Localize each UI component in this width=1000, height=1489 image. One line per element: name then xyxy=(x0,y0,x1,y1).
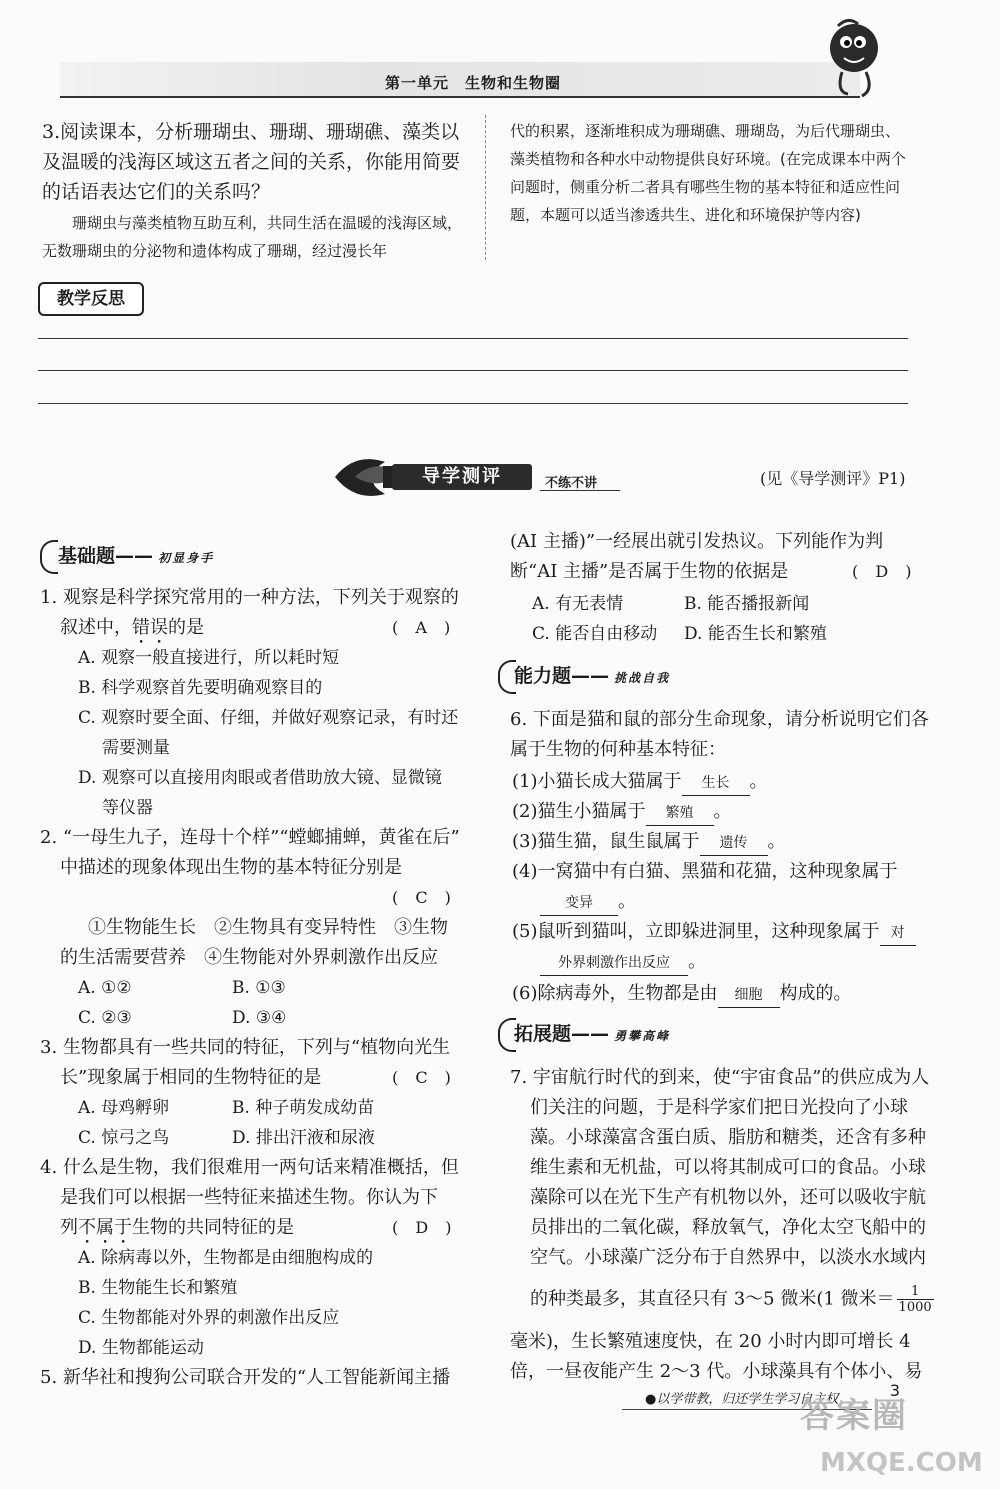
q3-option-b: B. 种子萌发成幼苗 xyxy=(232,1098,375,1118)
q6-part-5-answer: 外界刺激作出反应 xyxy=(540,951,688,976)
q2-items-line1: ①生物能生长 ②生物具有变异特性 ③生物 xyxy=(88,917,448,938)
section-extend-subtitle: 勇攀高峰 xyxy=(614,1029,671,1043)
q6-part-5 xyxy=(512,917,916,947)
q7-line-9: 毫米)，生长繁殖速度快，在 20 小时内即可增长 4 xyxy=(510,1331,911,1352)
banner-underline xyxy=(540,490,620,491)
footer-slogan: ●以学带教，归还学生学习自主权 xyxy=(645,1392,839,1407)
q6-part-1-answer: 生长 xyxy=(682,771,750,796)
q6-part-1-text: (1)小猫长成大猫属于 xyxy=(512,771,682,792)
q4-stem3-emphasis: 不属于 xyxy=(78,1217,132,1238)
q6-part-6-text: (6)除病毒外，生物都是由 xyxy=(512,983,718,1004)
q2-option-d: D. ③④ xyxy=(232,1008,287,1028)
section-ability-header xyxy=(514,661,670,688)
q6-part-2 xyxy=(512,797,732,827)
banner-subtitle: 不练不讲 xyxy=(545,476,598,491)
q5-option-c: C. 能否自由移动 xyxy=(532,624,658,644)
q3-option-c: C. 惊弓之鸟 xyxy=(78,1128,170,1148)
q5-option-a: A. 有无表情 xyxy=(532,594,624,614)
q1-stem2-tail: 的是 xyxy=(168,617,204,638)
section-ability-subtitle: 挑战自我 xyxy=(614,671,671,685)
section-basic-subtitle: 初显身手 xyxy=(158,551,215,565)
q1-stem2: 叙述中， xyxy=(60,617,132,638)
q4-option-d: D. 生物都能运动 xyxy=(78,1338,204,1358)
q1-option-b: B. 科学观察首先要明确观察目的 xyxy=(78,678,323,698)
q7-line-4: 维生素和无机盐，可以将其制成可口的食品。小球 xyxy=(530,1157,926,1178)
reference-note: (见《导学测评》P1) xyxy=(760,469,906,488)
section-ability-title: 能力题 xyxy=(514,665,572,687)
q6-part-4-answer: 变异 xyxy=(540,891,618,916)
q7-line-7: 空气。小球藻广泛分布于自然界中，以淡水水域内 xyxy=(530,1247,926,1268)
q6-part-6-answer: 细胞 xyxy=(718,983,780,1008)
q4-stem-line2: 是我们可以根据一些特征来描述生物。你认为下 xyxy=(60,1187,438,1208)
q6-stem-line2: 属于生物的何种基本特征： xyxy=(510,739,726,760)
q6-part-5-text: (5)鼠听到猫叫，立即躲进洞里，这种现象属于 xyxy=(512,921,880,942)
q1-option-d-line2: 等仪器 xyxy=(102,798,153,818)
q1-answer: ( A ) xyxy=(392,618,457,637)
q2-option-a: A. ①② xyxy=(78,978,132,998)
period: 。 xyxy=(713,801,732,822)
q6-part-5-answer-start: 对 xyxy=(880,921,916,946)
q1-stem2-emphasis: 错误 xyxy=(132,617,168,638)
section-extend-header xyxy=(514,1019,670,1046)
banner-title: 导学测评 xyxy=(392,464,532,490)
q6-part-4-answer-line xyxy=(540,887,636,917)
q2-option-b: B. ①③ xyxy=(232,978,286,998)
q2-stem-line1: 2. “一母生九子，连母十个样”“螳螂捕蝉，黄雀在后” xyxy=(40,827,460,848)
q7-line-5: 藻除可以在光下生产有机物以外，还可以吸收宇航 xyxy=(530,1187,926,1208)
fraction xyxy=(897,1284,934,1315)
q1-option-c-line1: C. 观察时要全面、仔细，并做好观察记录，有时还 xyxy=(78,708,459,728)
period: 。 xyxy=(688,951,706,972)
q1-option-c-line2: 需要测量 xyxy=(102,738,170,758)
q6-part-5-answer-line xyxy=(540,947,706,977)
section-extend-title: 拓展题 xyxy=(514,1023,572,1045)
q7-line-8-text: 的种类最多，其直径只有 3～5 微米(1 微米＝ xyxy=(530,1288,895,1310)
section-dash: —— xyxy=(571,1023,610,1045)
q7-line-10: 倍，一昼夜能产生 2～3 代。小球藻具有个体小、易 xyxy=(510,1361,923,1382)
q6-part-1 xyxy=(512,767,768,797)
q5-option-b: B. 能否播报新闻 xyxy=(684,594,810,614)
q6-stem-line1: 6. 下面是猫和鼠的部分生命现象，请分析说明它们各 xyxy=(510,709,929,730)
q3-stem-line2: 长”现象属于相同的生物特征的是 xyxy=(60,1067,322,1088)
q6-part-2-answer: 繁殖 xyxy=(646,801,714,826)
watermark-url: MXQE.COM xyxy=(820,1448,983,1478)
reflection-line-3 xyxy=(38,403,908,404)
q4-stem-line1: 4. 什么是生物，我们很难用一两句话来精准概括，但 xyxy=(40,1157,459,1178)
top-question-3: 3.阅读课本，分析珊瑚虫、珊瑚、珊瑚礁、藻类以及温暖的浅海区域这五者之间的关系，你能用简要的话语表达它们的关系吗？ xyxy=(42,121,461,203)
q1-stem-line1: 1. 观察是科学探究常用的一种方法，下列关于观察的 xyxy=(40,587,459,608)
q6-part-3-answer: 遗传 xyxy=(700,831,768,856)
watermark: 答案圈 xyxy=(800,1396,908,1436)
q7-line-8 xyxy=(530,1284,936,1315)
mascot-icon xyxy=(818,12,890,102)
q5-stem-line2: (AI 主播)”一经展出就引发热议。下列能作为判 xyxy=(510,531,884,552)
q5-option-d: D. 能否生长和繁殖 xyxy=(684,624,827,644)
section-dash: —— xyxy=(115,545,154,567)
q1-option-d-line1: D. 观察可以直接用肉眼或者借助放大镜、显微镜 xyxy=(78,768,442,788)
q6-part-3-text: (3)猫生猫，鼠生鼠属于 xyxy=(512,831,700,852)
q6-part-6 xyxy=(512,979,852,1009)
section-basic-title: 基础题 xyxy=(58,545,116,567)
top-question-3-answer-left: 珊瑚虫与藻类植物互助互利，共同生活在温暖的浅海区域，无数珊瑚虫的分泌物和遗体构成了珊瑚，经过漫长年 xyxy=(42,214,463,260)
reflection-line-2 xyxy=(38,370,908,371)
q2-option-c: C. ②③ xyxy=(78,1008,132,1028)
section-basic-header xyxy=(58,541,214,568)
q3-answer: ( C ) xyxy=(392,1068,457,1087)
reflection-line-1 xyxy=(38,338,908,339)
q7-line-2: 们关注的问题，于是科学家们把日光投向了小球 xyxy=(530,1097,908,1118)
q7-line-1: 7. 宇宙航行时代的到来，使“宇宙食品”的供应成为人 xyxy=(510,1067,930,1088)
q6-part-4-text: (4)一窝猫中有白猫、黑猫和花猫，这种现象属于 xyxy=(512,861,898,882)
q5-stem-line3: 断“AI 主播”是否属于生物的依据是 xyxy=(510,561,789,582)
q2-stem-line2: 中描述的现象体现出生物的基本特征分别是 xyxy=(60,857,402,878)
fraction-numerator: 1 xyxy=(897,1284,934,1300)
period: 。 xyxy=(767,831,786,852)
period: 。 xyxy=(618,891,636,912)
period: 。 xyxy=(749,771,768,792)
q4-option-b: B. 生物能生长和繁殖 xyxy=(78,1278,238,1298)
section-dash: —— xyxy=(571,665,610,687)
q7-line-6: 员排出的二氧化碳，释放氧气，净化太空飞船中的 xyxy=(530,1217,926,1238)
section-bracket xyxy=(40,540,58,574)
q3-option-d: D. 排出汗液和尿液 xyxy=(232,1128,375,1148)
q6-part-2-text: (2)猫生小猫属于 xyxy=(512,801,646,822)
q3-option-a: A. 母鸡孵卵 xyxy=(78,1098,170,1118)
q1-option-a: A. 观察一般直接进行，所以耗时短 xyxy=(78,648,340,668)
q2-items-line2: 的生活需要营养 ④生物能对外界刺激作出反应 xyxy=(60,947,438,968)
q5-stem-line1: 5. 新华社和搜狗公司联合开发的“人工智能新闻主播 xyxy=(40,1367,451,1388)
fraction-denominator: 1000 xyxy=(898,1300,932,1315)
q2-answer: ( C ) xyxy=(392,888,457,907)
teaching-reflection-label: 教学反思 xyxy=(38,282,144,316)
q4-stem3-tail: 生物的共同特征的是 xyxy=(132,1217,294,1238)
column-divider xyxy=(485,115,486,260)
q6-part-3 xyxy=(512,827,786,857)
q4-answer: ( D ) xyxy=(392,1218,458,1237)
unit-title: 第一单元 生物和生物圈 xyxy=(385,74,562,92)
q5-answer: ( D ) xyxy=(852,562,918,581)
q4-option-a: A. 除病毒以外，生物都是由细胞构成的 xyxy=(78,1248,374,1268)
q7-line-3: 藻。小球藻富含蛋白质、脂肪和糖类，还含有多种 xyxy=(530,1127,926,1148)
q4-option-c: C. 生物都能对外界的刺激作出反应 xyxy=(78,1308,340,1328)
q4-stem3-pre: 列 xyxy=(60,1217,78,1238)
q3-stem-line1: 3. 生物都具有一些共同的特征，下列与“植物向光生 xyxy=(40,1037,451,1058)
q6-part-6-tail: 构成的。 xyxy=(779,983,852,1004)
top-question-3-answer-right: 代的积累，逐渐堆积成为珊瑚礁、珊瑚岛，为后代珊瑚虫、藻类植物和各种水中动物提供良好环境。(在完成课本中两个问题时，侧重分析二者具有哪些生物的基本特征和适应性问题，本题可以适当渗透共生、进化和环境保护等内容) xyxy=(510,122,906,224)
page-number: 3 xyxy=(889,1381,901,1400)
